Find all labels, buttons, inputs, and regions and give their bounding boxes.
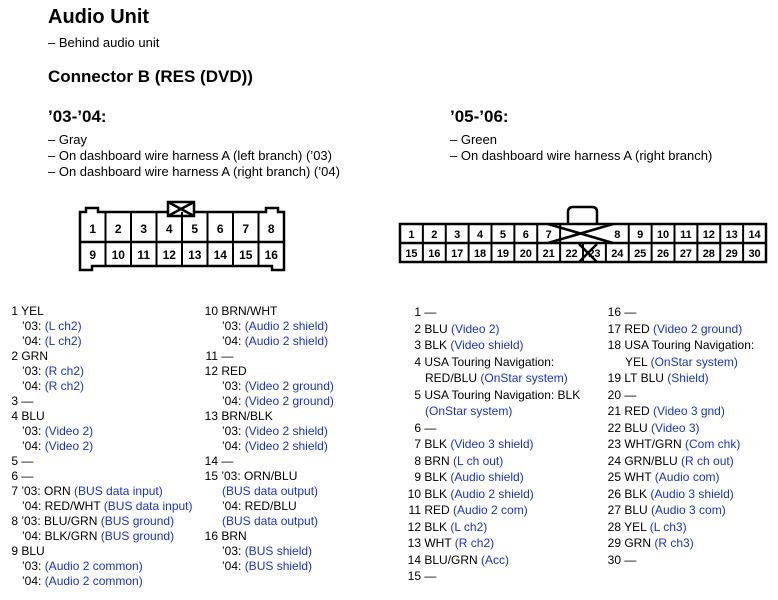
pin-detail-label: ’04: — [22, 379, 45, 393]
pin-wire-color: USA Touring Navigation: — [624, 338, 755, 352]
pin-number: 25 — [607, 470, 621, 484]
pin-detail-line — [204, 559, 404, 574]
pin-detail-line — [204, 439, 404, 454]
pin-wire-color: LT BLU — [624, 371, 668, 385]
pin-wire-color: — — [424, 569, 437, 583]
pin-number: 5 — [11, 454, 18, 468]
left-pin-list-1 — [4, 304, 194, 589]
pin-detail-line — [4, 529, 194, 544]
pin-number: 15 — [407, 569, 421, 583]
pin-number: 12 — [204, 364, 218, 378]
connector-pin-12: 12 — [162, 248, 176, 262]
connector-pin-9: 9 — [637, 229, 644, 241]
pin-function: (Video 2 ground) — [244, 379, 334, 393]
pin-number: 13 — [204, 409, 218, 423]
pin-detail-label: RED/BLU — [425, 371, 481, 385]
pin-function: (Video 2) — [44, 424, 94, 438]
pin-function: (Video 2 ground) — [244, 394, 334, 408]
connector-pin-2: 2 — [114, 222, 122, 236]
pin-number: 11 — [205, 349, 218, 363]
pin-wire-color: GRN — [624, 536, 655, 550]
pin-detail-label: ’04: — [22, 574, 45, 588]
pin-detail-label: ’04: RED/WHT — [22, 499, 104, 513]
pin-function: (Audio shield) — [450, 470, 524, 484]
pin-number: 2 — [11, 349, 18, 363]
connector-latch — [568, 207, 597, 224]
pin-detail-label: ’03: — [22, 559, 45, 573]
pin-number: 2 — [414, 321, 421, 336]
pin-wire-color: BLK — [424, 470, 451, 484]
pin-detail-line — [604, 354, 776, 371]
pin-detail-line — [204, 484, 404, 499]
pin-function: (R ch2) — [44, 364, 85, 378]
connector-pin-27: 27 — [679, 248, 693, 260]
pin-row-17 — [604, 321, 776, 338]
connector-pin-7: 7 — [242, 222, 250, 236]
connector-pin-17: 17 — [451, 248, 464, 260]
pin-row-2 — [404, 321, 604, 338]
left-pin-list-2 — [204, 304, 404, 574]
pin-wire-color: RED — [424, 503, 454, 517]
right-note-harness: – On dashboard wire harness A (right branch) — [450, 148, 713, 163]
connector-pin-23: 23 — [588, 248, 601, 260]
connector-pin-12: 12 — [702, 229, 715, 241]
pin-detail-line — [404, 403, 604, 420]
pin-function: (L ch out) — [453, 453, 504, 468]
connector-pin-28: 28 — [702, 248, 715, 260]
pin-wire-color: ’03: ORN/BLU — [221, 469, 298, 483]
pin-detail-line — [4, 574, 194, 589]
connector-pin-25: 25 — [634, 248, 647, 260]
pin-number: 22 — [607, 420, 621, 435]
pin-function: (Video 3 shield) — [450, 437, 534, 451]
pin-function: (Audio 2 common) — [44, 574, 143, 588]
connector-pin-16: 16 — [428, 248, 441, 260]
connector-pin-9: 9 — [89, 248, 97, 262]
pin-detail-line — [4, 379, 194, 394]
pin-row-29 — [604, 535, 776, 552]
pin-detail-line — [204, 544, 404, 559]
pin-function: (Audio 2 common) — [44, 559, 143, 573]
pin-detail-line — [204, 499, 404, 514]
pin-detail-label: ’04: — [22, 439, 45, 453]
pin-row-6 — [4, 469, 194, 484]
pin-row-12 — [404, 519, 604, 536]
pin-row-15 — [404, 568, 604, 585]
pin-detail-line — [4, 334, 194, 349]
pin-detail-label: ’03: — [222, 379, 245, 393]
pin-row-8 — [4, 514, 194, 529]
pin-number: 11 — [408, 503, 421, 517]
pin-function: (Audio 2 shield) — [450, 486, 534, 501]
pin-wire-color: BLK — [624, 486, 651, 501]
pin-detail-label: ’04: — [222, 394, 245, 408]
pin-function: (Audio com) — [654, 470, 720, 484]
right-notes — [450, 132, 712, 164]
pin-number: 17 — [607, 321, 621, 336]
connector-pin-16: 16 — [264, 248, 278, 262]
connector-pin-14: 14 — [213, 248, 227, 262]
left-note-harness-03: – On dashboard wire harness A (left branch) (’03) — [48, 148, 332, 163]
pin-wire-color: RED — [221, 364, 247, 378]
pin-function: (BUS data input) — [74, 484, 163, 498]
connector-pin-10: 10 — [656, 229, 670, 241]
pin-wire-color: USA Touring Navigation: — [424, 354, 555, 369]
pin-function: (OnStar system) — [480, 371, 568, 385]
pin-row-7 — [404, 436, 604, 453]
pin-function: (R ch2) — [454, 536, 495, 550]
pin-row-6 — [404, 420, 604, 437]
pin-wire-color: BLU — [21, 409, 45, 423]
connector-pin-22: 22 — [565, 248, 578, 260]
pin-number: 16 — [607, 305, 621, 319]
pin-function: (R ch3) — [654, 536, 694, 550]
pin-wire-color: ’03: BLU/GRN — [21, 514, 101, 528]
pin-number: 26 — [607, 486, 621, 501]
pin-wire-color: BLU — [624, 503, 652, 517]
pin-detail-label: ’04: — [222, 559, 245, 573]
pin-row-4 — [4, 409, 194, 424]
pin-row-11 — [404, 502, 604, 519]
pin-wire-color: BLK — [424, 437, 451, 451]
connector-pin-11: 11 — [680, 229, 692, 241]
pin-number: 10 — [407, 486, 421, 501]
connector-pin-14: 14 — [748, 229, 761, 241]
pin-function: (Video 2 shield) — [244, 424, 328, 438]
pin-row-12 — [204, 364, 404, 379]
connector-pin-15: 15 — [405, 248, 418, 260]
connector-pin-5: 5 — [191, 222, 199, 236]
pin-function: (BUS data output) — [222, 514, 319, 528]
pin-wire-color: — — [624, 387, 637, 402]
pin-detail-label: ’04: BLK/GRN — [22, 529, 101, 543]
pin-number: 6 — [11, 469, 18, 483]
connector-pin-3: 3 — [140, 222, 148, 236]
connector-pin-30: 30 — [748, 248, 761, 260]
pin-function: (OnStar system) — [650, 354, 738, 369]
pin-function: (Audio 3 shield) — [650, 486, 734, 501]
pin-function: (BUS shield) — [244, 544, 313, 558]
left-note-color: – Gray — [48, 132, 88, 147]
pin-wire-color: BLU — [624, 420, 652, 435]
pin-detail-line — [4, 559, 194, 574]
pin-row-13 — [204, 409, 404, 424]
connector-pin-4: 4 — [165, 222, 173, 236]
pin-function: (BUS shield) — [244, 559, 313, 573]
pin-number: 15 — [204, 469, 218, 483]
pin-number: 12 — [407, 519, 421, 534]
pin-function: (L ch2) — [450, 519, 488, 534]
pin-detail-line — [404, 370, 604, 387]
pin-number: 27 — [607, 503, 621, 517]
connector-pin-6: 6 — [216, 222, 224, 236]
pin-number: 16 — [204, 529, 218, 543]
pin-row-4 — [404, 354, 604, 371]
pin-wire-color: GRN — [21, 349, 49, 363]
pin-function: (BUS ground) — [100, 529, 175, 543]
connector-pin-15: 15 — [239, 248, 253, 262]
pin-number: 8 — [11, 514, 18, 528]
pin-detail-line — [204, 379, 404, 394]
pin-number: 8 — [414, 453, 421, 468]
pin-function: (Audio 2 com) — [453, 503, 528, 517]
connector-pin-21: 21 — [542, 248, 555, 260]
connector-pin-8: 8 — [267, 222, 275, 236]
pin-detail-label: YEL — [625, 354, 651, 369]
pin-number: 5 — [414, 387, 421, 402]
connector-pin-13: 13 — [725, 229, 738, 241]
pin-wire-color: BRN — [424, 453, 454, 468]
pin-row-1 — [4, 304, 194, 319]
connector-pin-8: 8 — [614, 229, 621, 241]
pin-number: 4 — [414, 354, 421, 369]
connector-pin-13: 13 — [188, 248, 202, 262]
pin-function: (Audio 2 shield) — [244, 334, 329, 348]
location-note: – Behind audio unit — [48, 35, 160, 50]
pin-wire-color: — — [221, 349, 234, 363]
pin-row-23 — [604, 436, 776, 453]
pin-row-13 — [404, 535, 604, 552]
pin-number: 4 — [11, 409, 18, 423]
pin-function: (Acc) — [481, 552, 510, 567]
pin-detail-line — [4, 319, 194, 334]
connector-pin-4: 4 — [477, 229, 484, 241]
connector-pin-20: 20 — [519, 248, 532, 260]
pin-wire-color: — — [424, 305, 437, 319]
pin-wire-color: — — [624, 552, 637, 567]
pin-function: (Video 2 ground) — [653, 321, 743, 336]
pin-number: 3 — [414, 338, 421, 352]
right-heading: ’05-’06: — [450, 107, 509, 126]
pin-row-16 — [204, 529, 404, 544]
connector-pin-1: 1 — [89, 222, 97, 236]
page-title: Audio Unit — [48, 6, 150, 28]
pin-detail-label: ’03: — [222, 319, 245, 333]
pin-detail-label: ’03: — [222, 544, 245, 558]
pin-row-7 — [4, 484, 194, 499]
pin-wire-color: BLU — [21, 544, 45, 558]
pin-wire-color: BLK — [424, 486, 451, 501]
pin-wire-color: BRN/WHT — [221, 304, 278, 318]
pin-row-15 — [204, 469, 404, 484]
pin-wire-color: GRN/BLU — [624, 453, 682, 468]
pin-wire-color: BRN/BLK — [221, 409, 273, 423]
connector-pin-24: 24 — [611, 248, 624, 260]
pin-detail-line — [4, 424, 194, 439]
pin-detail-line — [4, 499, 194, 514]
pin-wire-color: — — [624, 305, 637, 319]
connector-pin-5: 5 — [499, 229, 506, 241]
pin-wire-color: — — [221, 454, 234, 468]
pin-number: 20 — [607, 387, 621, 402]
pin-number: 6 — [414, 420, 421, 435]
pin-function: (Video shield) — [450, 338, 524, 352]
left-note-harness-04: – On dashboard wire harness A (right branch) (’04) — [48, 164, 340, 179]
pin-wire-color: BLU/GRN — [424, 552, 482, 567]
pin-function: (Video 3) — [651, 420, 700, 435]
connector-pin-3: 3 — [454, 229, 461, 241]
pin-number: 10 — [204, 304, 218, 318]
pin-row-27 — [604, 502, 776, 519]
pin-row-10 — [204, 304, 404, 319]
pin-function: (BUS ground) — [100, 514, 175, 528]
pin-row-19 — [604, 370, 776, 387]
connector-pin-11: 11 — [137, 248, 151, 262]
pin-wire-color: YEL — [624, 519, 650, 534]
pin-row-28 — [604, 519, 776, 536]
pin-number: 1 — [414, 305, 421, 319]
connector-pin-18: 18 — [473, 248, 487, 260]
pin-number: 30 — [607, 552, 621, 567]
pin-row-16 — [604, 304, 776, 321]
right-pin-list-2 — [604, 304, 776, 568]
pin-row-20 — [604, 387, 776, 404]
pin-row-9 — [4, 544, 194, 559]
right-connector-diagram — [398, 204, 770, 266]
pin-detail-label: ’04: — [222, 439, 245, 453]
pin-row-24 — [604, 453, 776, 470]
left-connector-diagram — [72, 198, 292, 274]
pin-function: (BUS data input) — [103, 499, 193, 513]
left-notes — [48, 132, 340, 180]
pin-detail-line — [204, 514, 404, 529]
connector-pin-29: 29 — [725, 248, 738, 260]
pin-wire-color: WHT — [424, 536, 455, 550]
pin-wire-color: WHT — [624, 470, 655, 484]
pin-wire-color: — — [21, 394, 34, 408]
pin-number: 3 — [11, 394, 18, 408]
connector-pin-1: 1 — [408, 229, 415, 241]
pin-function: (OnStar system) — [425, 404, 513, 418]
pin-function: (L ch3) — [649, 519, 687, 534]
pin-detail-label: ’04: — [222, 334, 245, 348]
pin-number: 14 — [407, 552, 421, 567]
pin-wire-color: RED — [624, 404, 654, 418]
pin-function: (R ch2) — [44, 379, 85, 393]
pin-wire-color: WHT/GRN — [624, 437, 685, 451]
pin-number: 29 — [607, 536, 621, 550]
pin-detail-line — [4, 364, 194, 379]
pin-function: (Video 3 gnd) — [653, 404, 725, 418]
pin-function: (BUS data output) — [222, 484, 319, 498]
pin-wire-color: RED — [624, 321, 654, 336]
pin-wire-color: — — [21, 469, 34, 483]
pin-detail-label: ’03: — [22, 364, 45, 378]
pin-row-14 — [204, 454, 404, 469]
pin-row-2 — [4, 349, 194, 364]
pin-row-1 — [404, 304, 604, 321]
pin-row-5 — [4, 454, 194, 469]
pin-detail-label: ’04: RED/BLU — [222, 499, 297, 513]
pin-row-3 — [404, 337, 604, 354]
pin-wire-color: ’03: ORN — [21, 484, 75, 498]
pin-function: (Shield) — [667, 371, 709, 385]
pin-number: 21 — [607, 404, 621, 418]
pin-row-18 — [604, 337, 776, 354]
pin-number: 13 — [407, 536, 421, 550]
pin-row-14 — [404, 552, 604, 569]
pin-number: 9 — [414, 470, 421, 484]
pin-detail-label: ’03: — [222, 424, 245, 438]
right-note-color: – Green — [450, 132, 497, 147]
pin-wire-color: BLK — [424, 519, 451, 534]
pin-detail-line — [204, 334, 404, 349]
pin-wire-color: BLU — [424, 321, 452, 336]
pin-number: 9 — [11, 544, 18, 558]
pin-row-11 — [204, 349, 404, 364]
pin-function: (Audio 2 shield) — [244, 319, 329, 333]
connector-pin-10: 10 — [111, 248, 125, 262]
pin-row-26 — [604, 486, 776, 503]
pin-wire-color: YEL — [21, 304, 44, 318]
pin-row-10 — [404, 486, 604, 503]
pin-function: (R ch out) — [681, 453, 734, 468]
pin-function: (L ch2) — [44, 319, 82, 333]
pin-wire-color: BLK — [424, 338, 451, 352]
pin-number: 24 — [607, 453, 621, 468]
pin-function: (Audio 3 com) — [651, 503, 726, 517]
pin-detail-line — [204, 394, 404, 409]
pin-row-22 — [604, 420, 776, 437]
pin-function: (Video 2) — [44, 439, 94, 453]
pin-wire-color: BRN — [221, 529, 247, 543]
connector-title: Connector B (RES (DVD)) — [48, 67, 253, 86]
pin-detail-line — [204, 319, 404, 334]
pin-function: (Video 2 shield) — [244, 439, 328, 453]
pin-number: 28 — [607, 519, 621, 534]
pin-number: 18 — [607, 338, 621, 352]
pin-wire-color: USA Touring Navigation: BLK — [424, 387, 581, 402]
pin-row-5 — [404, 387, 604, 404]
left-heading: ’03-’04: — [48, 107, 107, 126]
connector-pin-26: 26 — [656, 248, 670, 260]
pin-wire-color: — — [21, 454, 34, 468]
pin-number: 1 — [11, 304, 18, 318]
pin-number: 14 — [204, 454, 218, 468]
pin-detail-label: ’04: — [22, 334, 45, 348]
pin-row-30 — [604, 552, 776, 569]
pin-number: 7 — [11, 484, 18, 498]
pin-row-8 — [404, 453, 604, 470]
connector-pin-7: 7 — [545, 229, 552, 241]
pin-function: (Com chk) — [685, 437, 741, 451]
pin-number: 7 — [414, 437, 421, 451]
pin-number: 23 — [607, 437, 621, 451]
pin-detail-line — [4, 439, 194, 454]
pin-row-9 — [404, 469, 604, 486]
connector-pin-2: 2 — [431, 229, 438, 241]
pin-number: 19 — [607, 371, 621, 385]
pin-function: (Video 2) — [451, 321, 500, 336]
pin-row-21 — [604, 403, 776, 420]
right-pin-list-1 — [404, 304, 604, 585]
pin-detail-label: ’03: — [22, 424, 45, 438]
pin-row-25 — [604, 469, 776, 486]
connector-pin-6: 6 — [522, 229, 529, 241]
pin-row-3 — [4, 394, 194, 409]
pin-wire-color: — — [424, 420, 437, 435]
pin-function: (L ch2) — [44, 334, 82, 348]
connector-pin-19: 19 — [496, 248, 510, 260]
pin-detail-label: ’03: — [22, 319, 45, 333]
pin-detail-line — [204, 424, 404, 439]
